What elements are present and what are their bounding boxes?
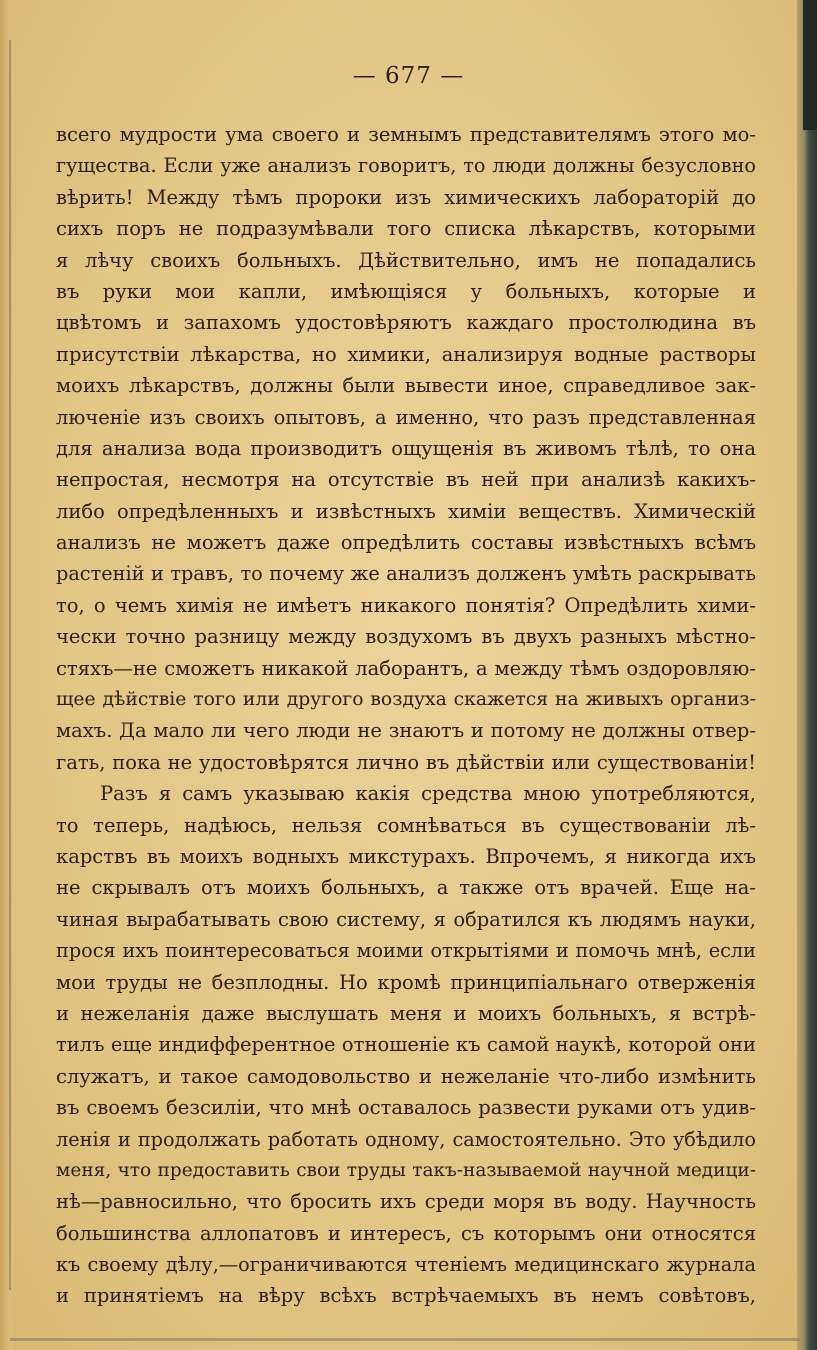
text-line: махъ. Да мало ли чего люди не знаютъ и потому не должны отвер- (56, 719, 756, 743)
text-line: для анализа вода производитъ ощущенія въ живомъ тѣлѣ, то она (56, 436, 756, 460)
text-line: и нежеланія даже выслушать меня и моихъ больныхъ, я встрѣ- (56, 1001, 756, 1025)
page-left-edge (0, 0, 14, 1350)
text-line: стяхъ—не сможетъ никакой лаборантъ, а между тѣмъ оздоровляю- (56, 656, 756, 680)
text-line: гать, пока не удостовѣрятся лично въ дѣйствіи или существованіи! (56, 750, 756, 774)
text-line: либо опредѣленныхъ и извѣстныхъ химіи веществъ. Химическій (56, 499, 756, 523)
bottom-edge-rule (10, 1338, 800, 1341)
text-line: люченіе изъ своихъ опытовъ, а именно, что разъ представленная (56, 405, 756, 429)
text-line: я лѣчу своихъ больныхъ. Дѣйствительно, имъ не попадались (56, 248, 756, 272)
text-line: чиная вырабатывать свою систему, я обратился къ людямъ науки, (56, 907, 756, 931)
binding-line (9, 40, 11, 1290)
text-line: въ своемъ безсиліи, что мнѣ оставалось развести руками отъ удив- (56, 1096, 756, 1120)
text-line: къ своему дѣлу,—ограничиваются чтеніемъ медицинскаго журнала (56, 1253, 756, 1277)
text-line: цвѣтомъ и запахомъ удостовѣряютъ каждаго простолюдина въ (56, 311, 756, 335)
text-line: сихъ поръ не подразумѣвали того списка лѣкарствъ, которыми (56, 217, 756, 241)
text-line: и принятіемъ на вѣру всѣхъ встрѣчаемыхъ въ немъ совѣтовъ, (56, 1284, 756, 1308)
text-line: прося ихъ поинтересоваться моими открытіями и помочь мнѣ, если (56, 939, 756, 963)
text-line: моихъ лѣкарствъ, должны были вывести иное, справедливое зак- (56, 374, 756, 398)
text-line: карствъ въ моихъ водныхъ микстурахъ. Впрочемъ, я никогда ихъ (56, 844, 756, 868)
text-line: то, о чемъ химія не имѣетъ никакого понятія? Опредѣлить хими- (56, 593, 756, 617)
text-line: анализъ не можетъ даже опредѣлить составы извѣстныхъ всѣмъ (56, 531, 756, 555)
text-line: меня, что предоставить свои труды такъ-называемой научной медици- (56, 1159, 756, 1181)
text-line: мои труды не безплодны. Но кромѣ принципіальнаго отверженія (56, 970, 756, 994)
text-line: въ руки мои капли, имѣющіяся у больныхъ, которые и (56, 279, 756, 303)
text-line: всего мудрости ума своего и земнымъ представителямъ этого мо- (56, 123, 756, 146)
text-line: не скрывалъ отъ моихъ больныхъ, а также отъ врачей. Еще на- (56, 876, 756, 900)
text-line: гущества. Если уже анализъ говоритъ, то люди должны безусловно (56, 154, 756, 178)
text-line: то теперь, надѣюсь, нельзя сомнѣваться въ существованіи лѣ- (56, 813, 756, 837)
text-line: вѣрить! Между тѣмъ пророки изъ химическихъ лабораторій до (56, 185, 756, 209)
text-line: Разъ я самъ указываю какія средства мною употребляются, (100, 782, 756, 806)
text-line: нѣ—равносильно, что бросить ихъ среди моря въ воду. Научность (56, 1190, 756, 1214)
text-line: присутствіи лѣкарства, но химики, анализируя водные растворы (56, 342, 756, 366)
text-line: растеній и травъ, то почему же анализъ долженъ умѣть раскрывать (56, 562, 756, 586)
text-line: служатъ, и такое самодовольство и нежеланіе что-либо измѣнить (56, 1064, 756, 1088)
text-line: ленія и продолжать работать одному, самостоятельно. Это убѣдило (56, 1127, 756, 1151)
page-number: — 677 — (352, 63, 465, 89)
text-line: щее дѣйствіе того или другого воздуха скажется на живыхъ организ- (56, 689, 756, 711)
text-line: непростая, несмотря на отсутствіе въ ней при анализѣ какихъ- (56, 468, 756, 492)
text-line: тилъ еще индифферентное отношеніе къ самой наукѣ, которой они (56, 1033, 756, 1057)
text-line: чески точно разницу между воздухомъ въ двухъ разныхъ мѣстно- (56, 625, 756, 649)
text-line: большинства аллопатовъ и интересъ, съ которымъ они относятся (56, 1221, 756, 1245)
body-text (56, 119, 756, 1312)
page-right-edge (797, 0, 817, 1350)
